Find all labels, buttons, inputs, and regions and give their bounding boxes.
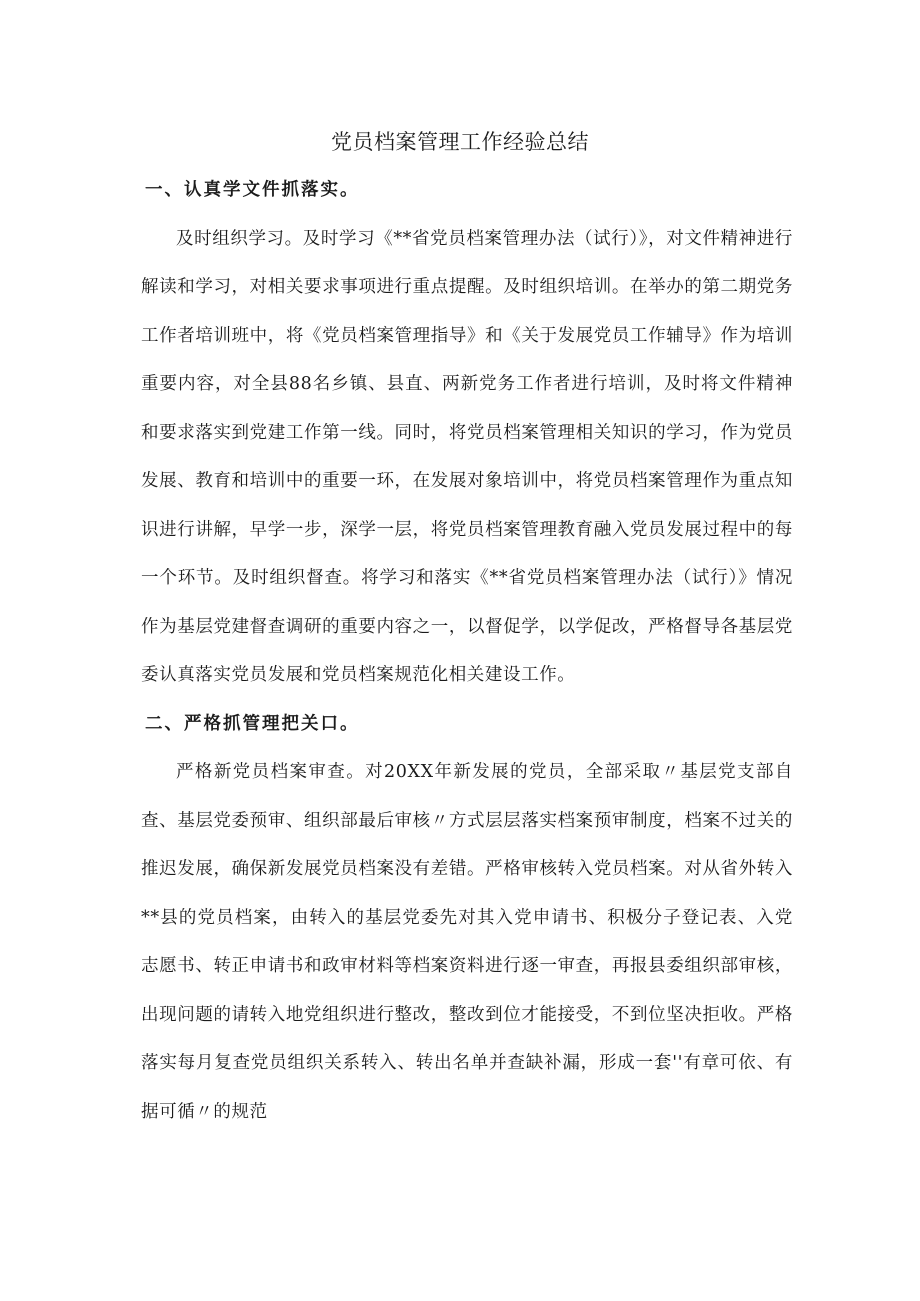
section-heading-2: 二、严格抓管理把关口。 [145,713,360,734]
section-heading-1: 一、认真学文件抓落实。 [145,180,360,200]
section-paragraph-1: 及时组织学习。及时学习《**省党员档案管理办法（试行）》，对文件精神进行解读和学习，对相关要求事项进行重点提醒。及时组织培训。在举办的第二期党务工作者培训班中，将《党员档案管理指导》和《关于发展党员工作辅导》作为培训重要内容，对全县88名乡镇、县直、两新党务工作者进行培训，及时将文件精神和要求落实到党建工作第一线。同时，将党员档案管理相关知识的学习，作为党员发展、教育和培训中的重要一环，在发展对象培训中，将党员档案管理作为重点知识进行讲解，早学一步，深学一层，将党员档案管理教育融入党员发展过程中的每一个环节。及时组织督查。将学习和落实《**省党员档案管理办法（试行）》情况作为基层党建督查调研的重要内容之一，以督促学，以学促改，严格督导各基层党委认真落实党员发展和党员档案规范化相关建设工作。 [141,228,793,685]
section-paragraph-2: 严格新党员档案审查。对20XX年新发展的党员，全部采取〃基层党支部自查、基层党委预审、组织部最后审核〃方式层层落实档案预审制度，档案不过关的推迟发展，确保新发展党员档案没有差错。严格审核转入党员档案。对从省外转入**县的党员档案，由转入的基层党委先对其入党申请书、积极分子登记表、入党志愿书、转正申请书和政审材料等档案资料进行逐一审查，再报县委组织部审核，出现问题的请转入地党组织进行整改，整改到位才能接受，不到位坚决拒收。严格落实每月复查党员组织关系转入、转出名单并查缺补漏，形成一套''有章可依、有据可循〃的规范 [141,762,793,1122]
document-body [141,166,793,1136]
document-title: 党员档案管理工作经验总结 [331,130,589,154]
